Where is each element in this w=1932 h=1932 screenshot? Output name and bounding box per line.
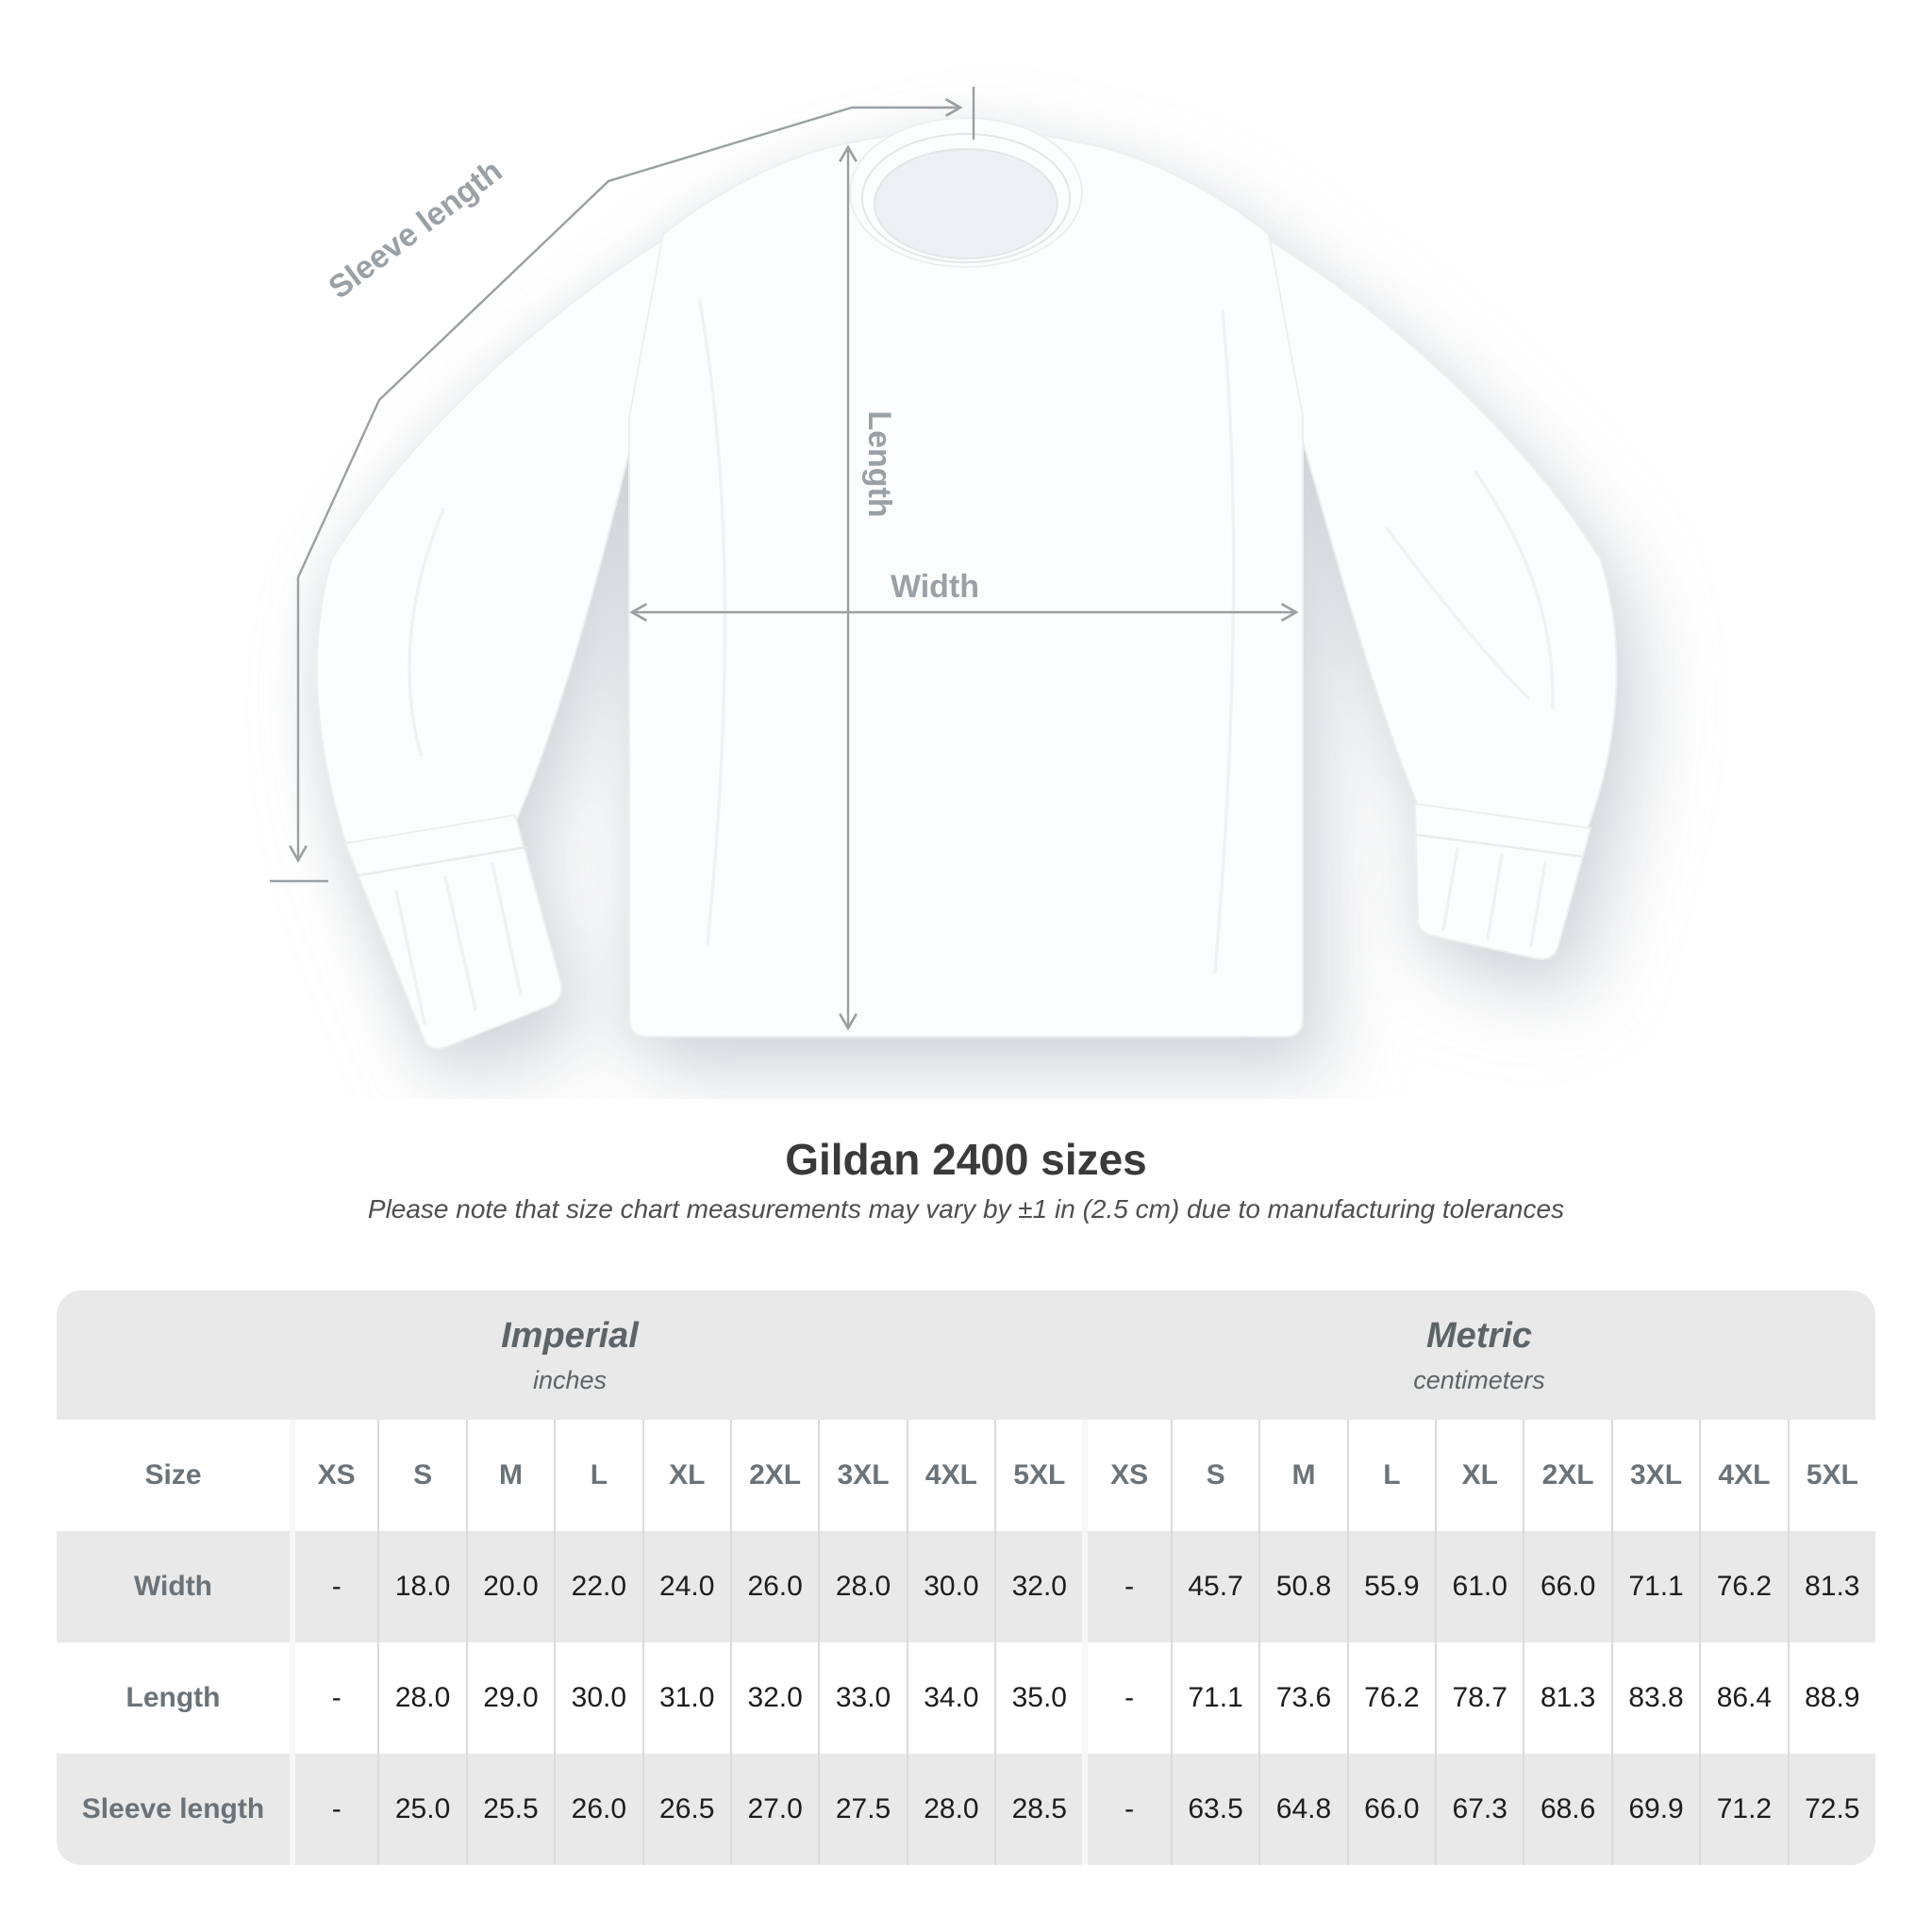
- page-subtitle: Please note that size chart measurements may vary by ±1 in (2.5 cm) due to manufacturing tolerances: [367, 1194, 1565, 1224]
- value-cell: 28.5: [994, 1754, 1082, 1865]
- value-cell: 78.7: [1435, 1642, 1523, 1754]
- imperial-group-unit: inches: [532, 1365, 608, 1394]
- value-cell: 71.2: [1699, 1754, 1787, 1865]
- value-cell: 32.0: [994, 1531, 1082, 1642]
- value-cell: 31.0: [642, 1642, 730, 1754]
- table-row-length: [57, 1642, 1875, 1754]
- size-header-cell: 4XL: [907, 1420, 994, 1531]
- metric-group-title: Metric: [1426, 1315, 1532, 1356]
- row-label: Sleeve length: [81, 1793, 265, 1824]
- sleeve-length-label: Sleeve length: [322, 153, 509, 307]
- value-cell: 76.2: [1347, 1642, 1435, 1754]
- value-cell: 25.0: [377, 1754, 465, 1865]
- imperial-group-title: Imperial: [501, 1315, 639, 1356]
- value-cell: 55.9: [1347, 1531, 1435, 1642]
- size-header-cell: S: [377, 1420, 465, 1531]
- size-header-cell: 4XL: [1699, 1420, 1787, 1531]
- unit-group-band: [57, 1291, 1875, 1420]
- value-cell: 34.0: [907, 1642, 994, 1754]
- value-cell: 27.0: [730, 1754, 818, 1865]
- value-cell: 35.0: [994, 1642, 1082, 1754]
- page-title: Gildan 2400 sizes: [785, 1135, 1147, 1184]
- value-cell: 88.9: [1788, 1642, 1875, 1754]
- value-cell: 72.5: [1788, 1754, 1875, 1865]
- value-cell: 27.5: [818, 1754, 906, 1865]
- value-cell: 69.9: [1611, 1754, 1699, 1865]
- right-sleeve: [1262, 236, 1617, 830]
- size-header-cell: XS: [1082, 1420, 1170, 1531]
- metric-group-unit: centimeters: [1413, 1365, 1545, 1394]
- size-table: [57, 1291, 1875, 1865]
- value-cell: 24.0: [642, 1531, 730, 1642]
- value-cell: 61.0: [1435, 1531, 1523, 1642]
- value-cell: 45.7: [1171, 1531, 1258, 1642]
- row-label: Length: [125, 1682, 221, 1713]
- right-cuff: [1415, 804, 1591, 959]
- value-cell: 18.0: [377, 1531, 465, 1642]
- value-cell: 63.5: [1171, 1754, 1258, 1865]
- size-header-cell: M: [466, 1420, 554, 1531]
- value-cell: 83.8: [1611, 1642, 1699, 1754]
- value-cell: -: [290, 1642, 377, 1754]
- value-cell: -: [1082, 1531, 1170, 1642]
- size-header-cell: XL: [642, 1420, 730, 1531]
- value-cell: 81.3: [1523, 1642, 1610, 1754]
- value-cell: 66.0: [1347, 1754, 1435, 1865]
- left-sleeve: [317, 236, 670, 847]
- value-cell: 26.0: [554, 1754, 641, 1865]
- size-header-cell: 5XL: [1788, 1420, 1875, 1531]
- table-row-sleeve-length: [57, 1754, 1875, 1865]
- value-cell: 67.3: [1435, 1754, 1523, 1865]
- value-cell: 68.6: [1523, 1754, 1610, 1865]
- collar-opening: [874, 149, 1058, 258]
- size-column-header: Size: [144, 1459, 202, 1491]
- size-header-cell: XL: [1435, 1420, 1523, 1531]
- size-header-cell: XS: [290, 1420, 377, 1531]
- value-cell: 64.8: [1258, 1754, 1346, 1865]
- value-cell: 28.0: [907, 1754, 994, 1865]
- value-cell: 25.5: [466, 1754, 554, 1865]
- value-cell: 86.4: [1699, 1642, 1787, 1754]
- value-cell: -: [290, 1531, 377, 1642]
- size-header-cell: M: [1258, 1420, 1346, 1531]
- value-cell: 71.1: [1611, 1531, 1699, 1642]
- size-header-cell: 2XL: [730, 1420, 818, 1531]
- value-cell: -: [290, 1754, 377, 1865]
- size-header-cell: 5XL: [994, 1420, 1082, 1531]
- value-cell: 66.0: [1523, 1531, 1610, 1642]
- table-header-row: [57, 1420, 1875, 1531]
- value-cell: 73.6: [1258, 1642, 1346, 1754]
- size-header-cell: L: [554, 1420, 641, 1531]
- value-cell: 71.1: [1171, 1642, 1258, 1754]
- value-cell: 32.0: [730, 1642, 818, 1754]
- value-cell: 30.0: [554, 1642, 641, 1754]
- row-label: Width: [133, 1571, 213, 1602]
- size-header-cell: S: [1171, 1420, 1258, 1531]
- size-header-cell: 3XL: [1611, 1420, 1699, 1531]
- width-label: Width: [890, 569, 980, 605]
- value-cell: 29.0: [466, 1642, 554, 1754]
- value-cell: 22.0: [554, 1531, 641, 1642]
- value-cell: 28.0: [377, 1642, 465, 1754]
- value-cell: 30.0: [907, 1531, 994, 1642]
- value-cell: 33.0: [818, 1642, 906, 1754]
- value-cell: 28.0: [818, 1531, 906, 1642]
- metric-group-header: [1083, 1291, 1875, 1420]
- left-cuff: [345, 815, 561, 1049]
- size-header-cell: L: [1347, 1420, 1435, 1531]
- size-header-cell: 2XL: [1523, 1420, 1610, 1531]
- value-cell: 76.2: [1699, 1531, 1787, 1642]
- value-cell: 26.0: [730, 1531, 818, 1642]
- length-label: Length: [861, 410, 897, 518]
- value-cell: 50.8: [1258, 1531, 1346, 1642]
- table-row-width: [57, 1531, 1875, 1642]
- size-header-cell: 3XL: [818, 1420, 906, 1531]
- imperial-group-header: [57, 1291, 1083, 1420]
- value-cell: -: [1082, 1754, 1170, 1865]
- value-cell: 26.5: [642, 1754, 730, 1865]
- value-cell: 20.0: [466, 1531, 554, 1642]
- value-cell: -: [1082, 1642, 1170, 1754]
- value-cell: 81.3: [1788, 1531, 1875, 1642]
